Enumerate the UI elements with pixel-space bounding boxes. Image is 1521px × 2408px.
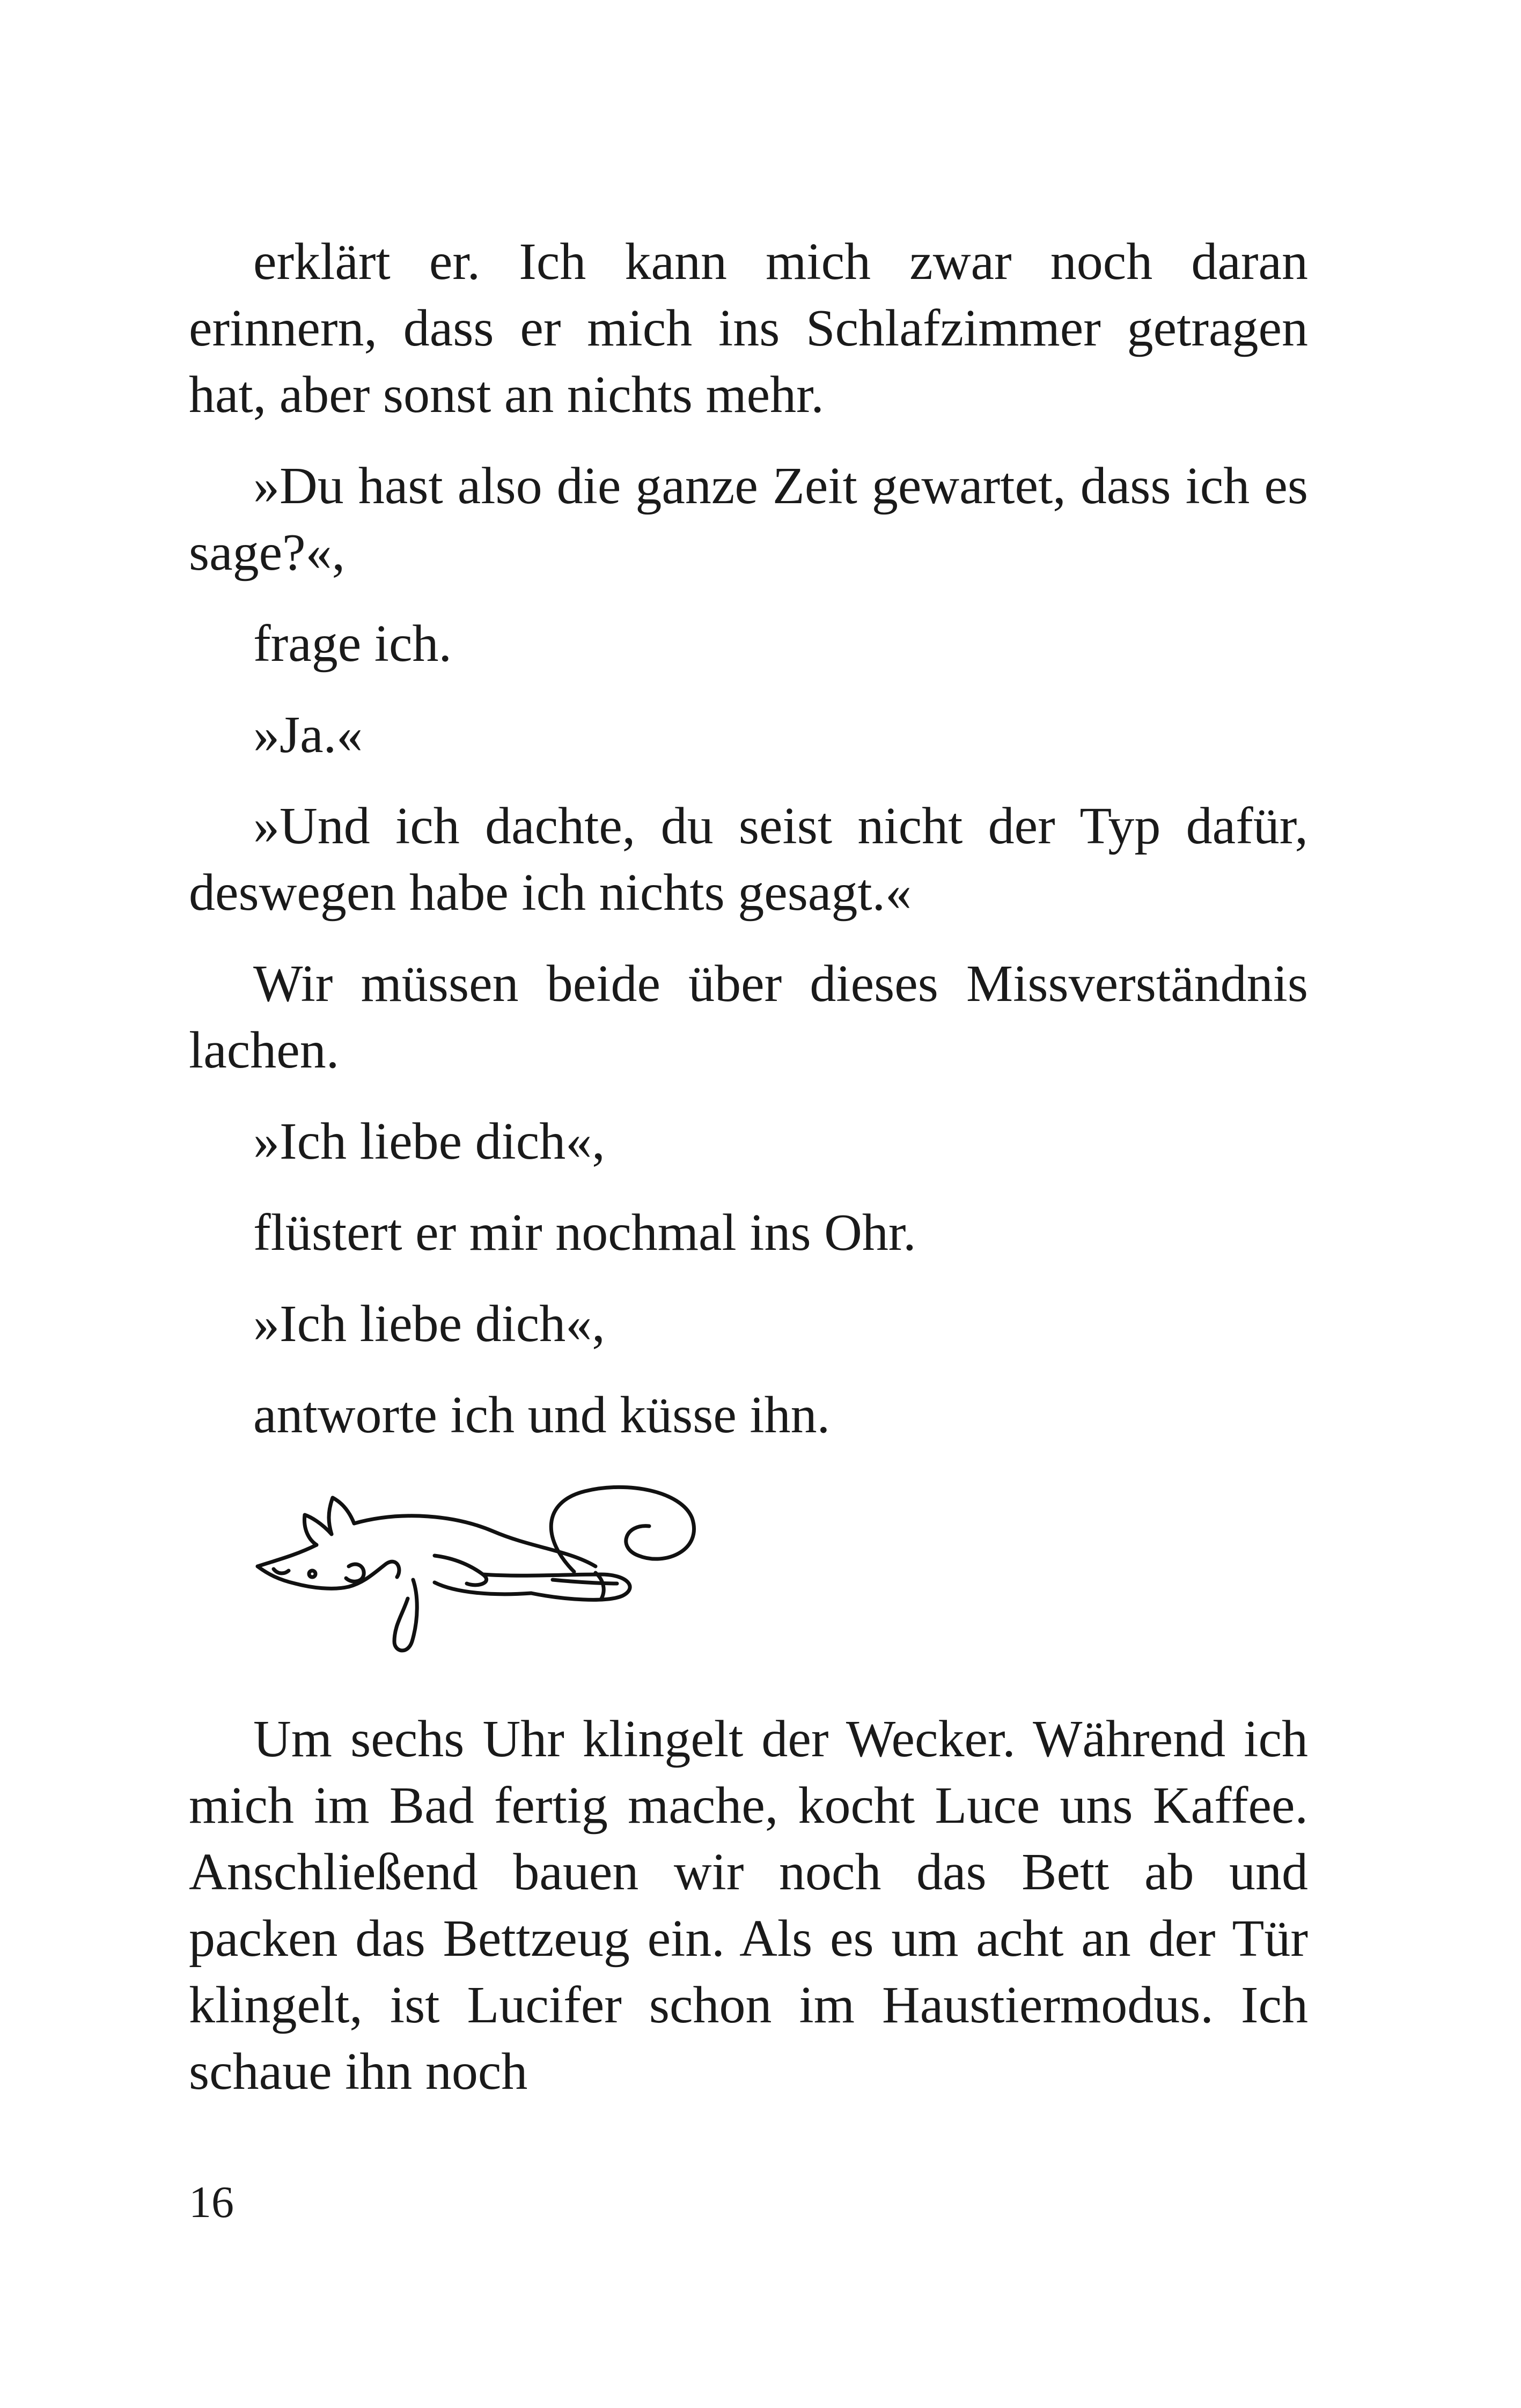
paragraph: »Du hast also die ganze Zeit gewartet, dass ich es sage?«,: [189, 457, 1308, 581]
paragraph: »Ich liebe dich«,: [253, 1113, 605, 1170]
paragraph: »Ja.«: [253, 706, 363, 764]
paragraph: Um sechs Uhr klingelt der Wecker. Während ich mich im Bad fertig mache, kocht Luce uns Kaffee. Anschließend bauen wir noch das Bett ab und packen das Bettzeug ein. Als es um acht an der Tür klingelt, ist Lucifer schon im Haustiermodus. Ich schaue ihn noch: [189, 1710, 1308, 2101]
paragraph: Wir müssen beide über dieses Missverständnis lachen.: [189, 955, 1308, 1079]
paragraph: »Und ich dachte, du seist nicht der Typ dafür, deswegen habe ich nichts gesagt.«: [189, 797, 1308, 922]
paragraph: flüstert er mir nochmal ins Ohr.: [253, 1204, 916, 1262]
text-section-2: [189, 1706, 1308, 2105]
paragraph: erklärt er. Ich kann mich zwar noch daran erinnern, dass er mich ins Schlafzimmer getragen hat, aber sonst an nichts mehr.: [189, 233, 1308, 424]
paragraph: antworte ich und küsse ihn.: [253, 1386, 831, 1444]
text-section-1: [189, 229, 1308, 1448]
paragraph: frage ich.: [253, 615, 452, 673]
paragraph: »Ich liebe dich«,: [253, 1295, 605, 1353]
page-number: 16: [189, 2177, 234, 2227]
sleeping-cat-line-drawing-icon: [241, 1459, 714, 1674]
